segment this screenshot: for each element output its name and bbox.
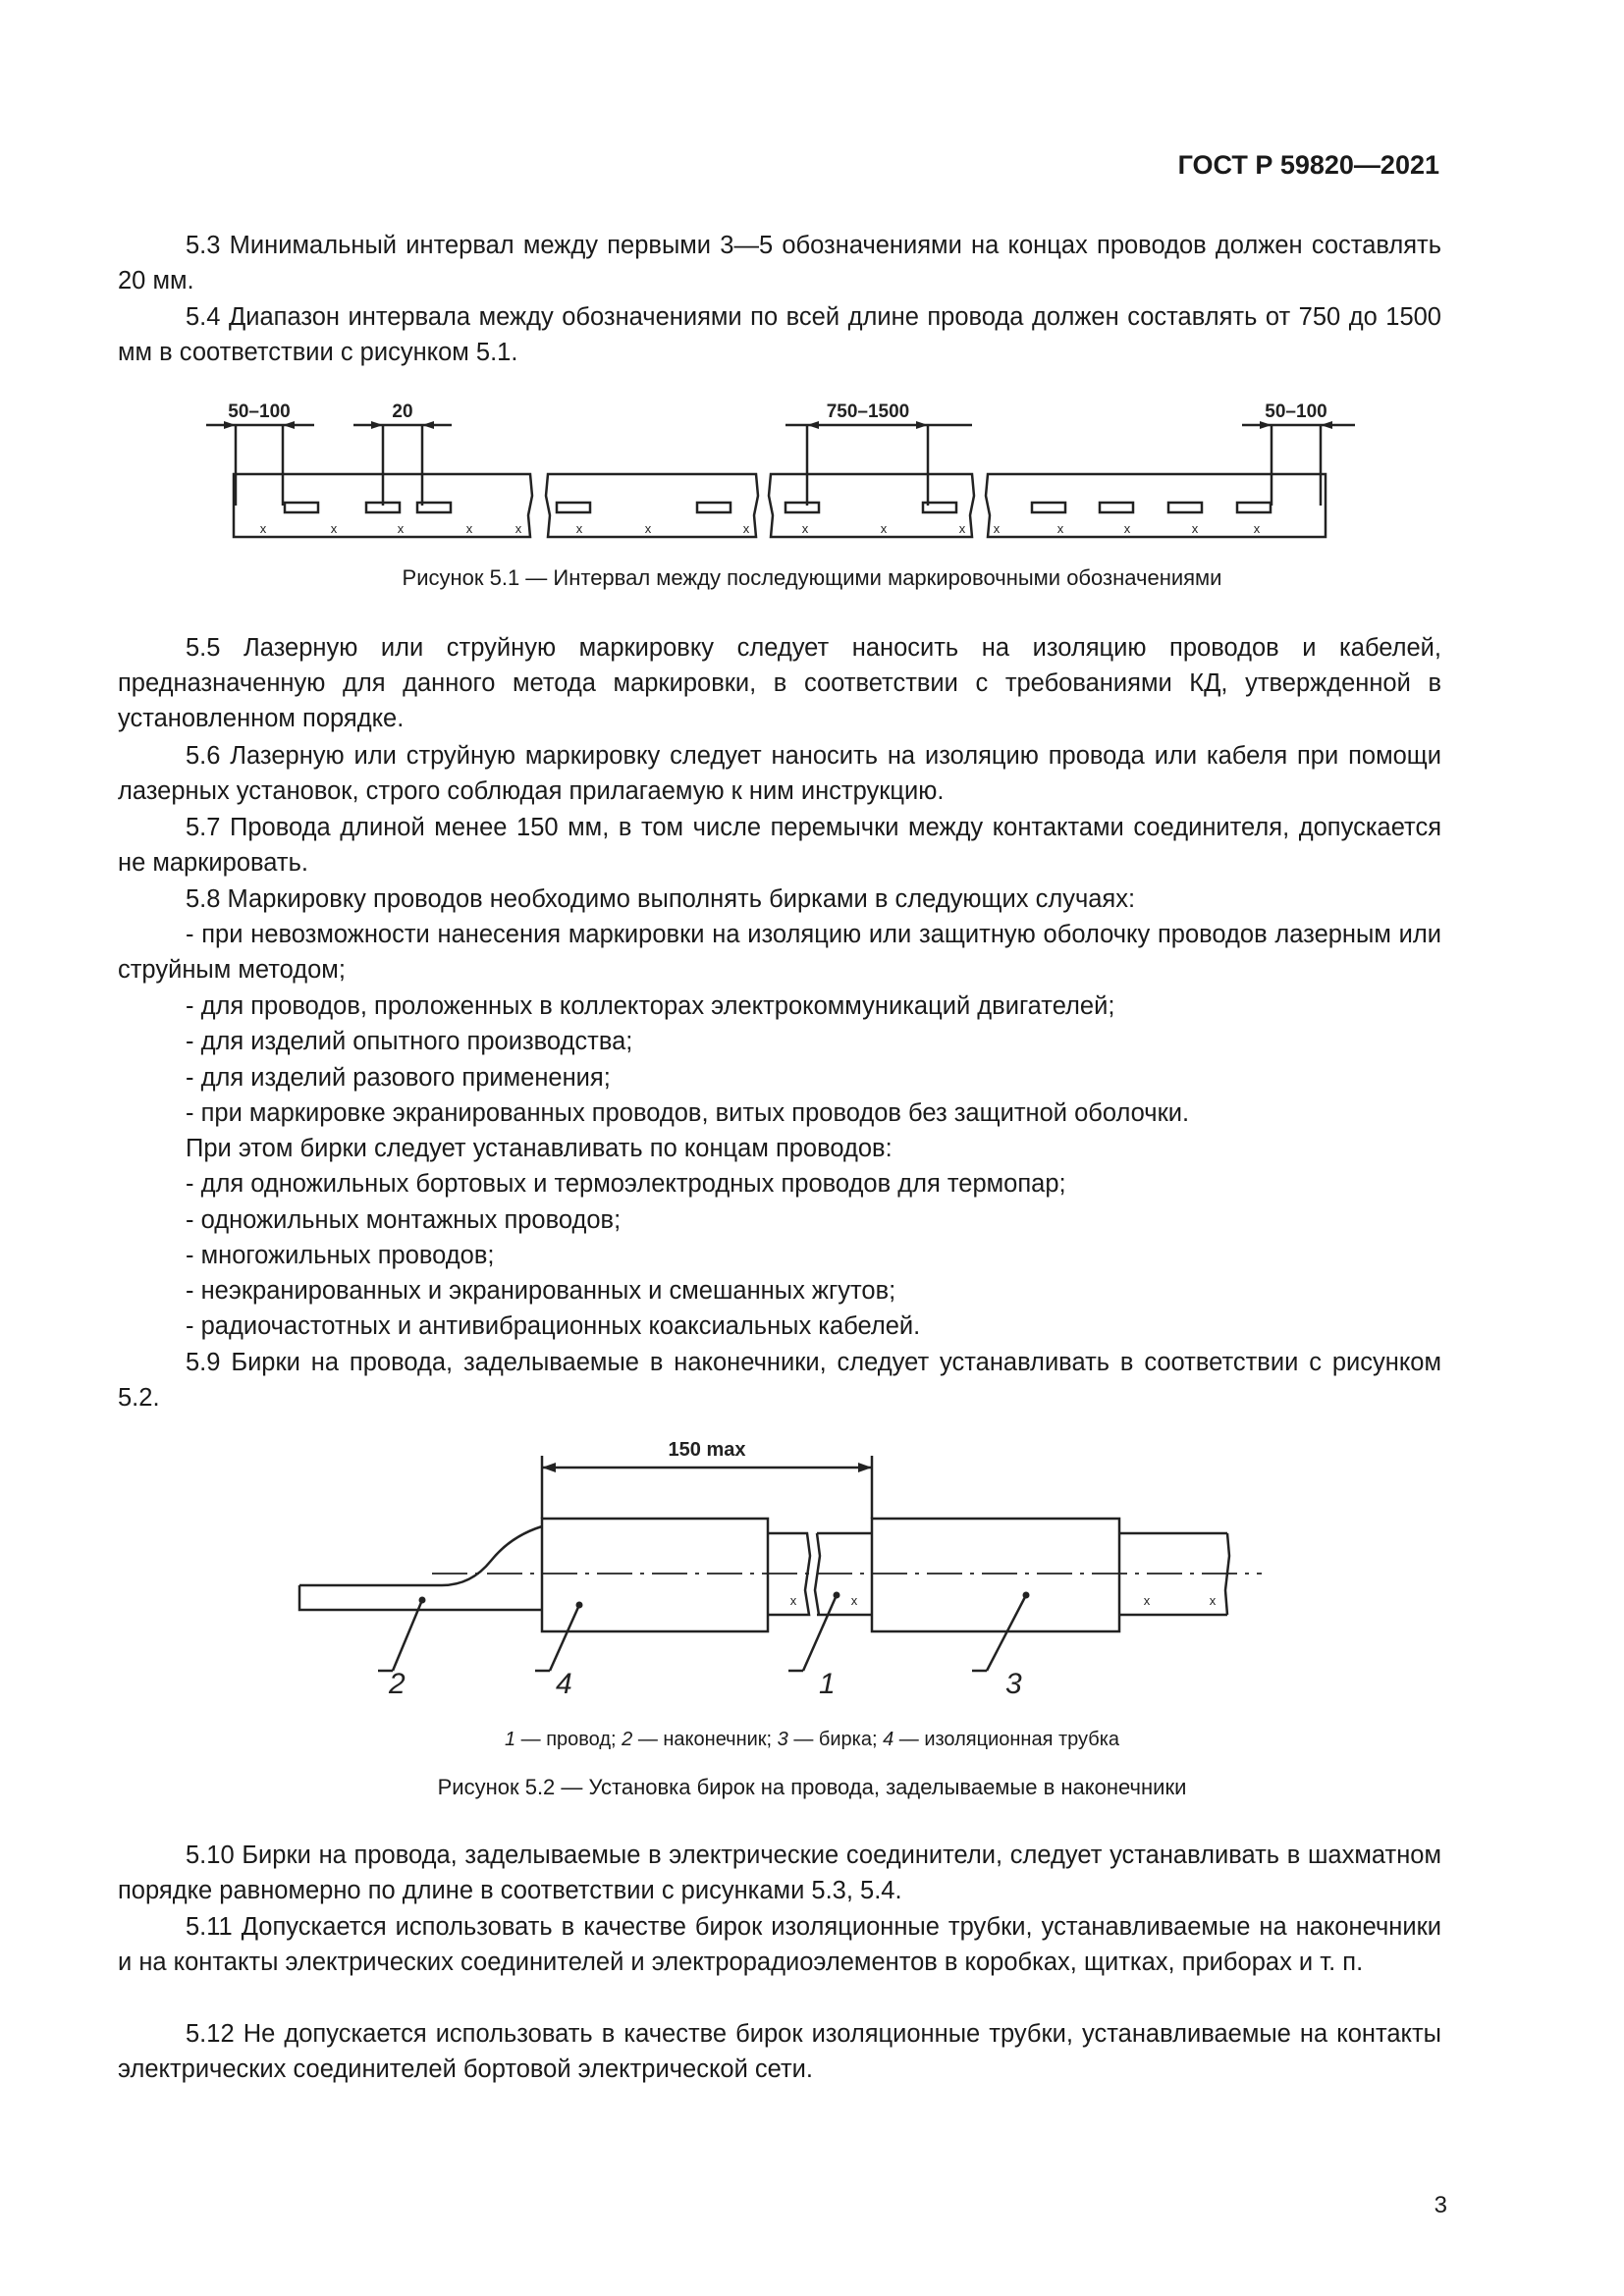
list-intro: При этом бирки следует устанавливать по концам проводов: <box>186 1135 893 1162</box>
mark-x: x <box>259 521 267 536</box>
legend-text: — бирка; <box>787 1729 884 1750</box>
dimension-label-50-100-right: 50–100 <box>1265 401 1327 422</box>
mark-x: x <box>801 521 809 536</box>
paragraph-5-11: 5.11 Допускается использовать в качестве бирок изоляционные трубки, устанавливаемые на наконечники и на контакты электрических соединителей и электрорадиоэлементов в коробках, щитках, приборах и т. п. <box>118 1913 1441 1976</box>
dimension-label-150-max: 150 max <box>668 1439 746 1461</box>
mark-x: x <box>465 521 473 536</box>
list-item: - радиочастотных и антивибрационных коаксиальных кабелей. <box>186 1312 921 1340</box>
mark-x: x <box>514 521 522 536</box>
dimension-label-750-1500: 750–1500 <box>826 401 910 422</box>
list-item: - для одножильных бортовых и термоэлектродных проводов для термопар; <box>186 1170 1066 1198</box>
mark-x: x <box>1253 521 1261 536</box>
callout-4: 4 <box>556 1668 572 1700</box>
paragraph-5-4: 5.4 Диапазон интервала между обозначениями по всей длине провода должен составлять от 750 до 1500 мм в соответствии с рисунком 5.1. <box>118 303 1441 366</box>
legend-num: 4 <box>883 1729 894 1750</box>
legend-text: — наконечник; <box>632 1729 778 1750</box>
mark-x: x <box>789 1593 797 1608</box>
paragraph-5-6: 5.6 Лазерную или струйную маркировку следует наносить на изоляцию провода или кабеля при помощи лазерных установок, строго соблюдая прилагаемую к ним инструкцию. <box>118 742 1441 805</box>
mark-x: x <box>330 521 338 536</box>
mark-x: x <box>1143 1593 1151 1608</box>
mark-x: x <box>1209 1593 1217 1608</box>
paragraph-5-5: 5.5 Лазерную или струйную маркировку следует наносить на изоляцию проводов и кабелей, предназначенную для данного метода маркировки, в соответствии с требованиями КД, утвержденной в установленном порядке. <box>118 634 1441 732</box>
figure-5-2-caption: Рисунок 5.2 — Установка бирок на провода, заделываемые в наконечники <box>437 1775 1187 1799</box>
figure-5-1 <box>0 388 1624 560</box>
list-item: - неэкранированных и экранированных и смешанных жгутов; <box>186 1277 896 1305</box>
callout-3: 3 <box>1005 1668 1022 1700</box>
legend-num: 3 <box>777 1729 788 1750</box>
figure-5-1-caption: Рисунок 5.1 — Интервал между последующими маркировочными обозначениями <box>402 565 1222 590</box>
list-item: - при маркировке экранированных проводов, витых проводов без защитной оболочки. <box>186 1099 1190 1127</box>
paragraph-5-9: 5.9 Бирки на провода, заделываемые в наконечники, следует устанавливать в соответствии с рисунком 5.2. <box>118 1349 1441 1412</box>
mark-x: x <box>993 521 1001 536</box>
mark-x: x <box>575 521 583 536</box>
figure-5-2-legend <box>0 1729 1624 1751</box>
legend-text: — провод; <box>515 1729 623 1750</box>
dimension-label-20: 20 <box>392 401 413 422</box>
mark-x: x <box>850 1593 858 1608</box>
paragraph-5-8: 5.8 Маркировку проводов необходимо выполнять бирками в следующих случаях: <box>186 885 1136 913</box>
list-item: - для изделий опытного производства; <box>186 1028 633 1055</box>
mark-x: x <box>1191 521 1199 536</box>
list-item: - для проводов, проложенных в коллекторах электрокоммуникаций двигателей; <box>186 992 1115 1020</box>
mark-x: x <box>397 521 405 536</box>
paragraph-5-12: 5.12 Не допускается использовать в качестве бирок изоляционные трубки, устанавливаемые на контакты электрических соединителей бортовой электрической сети. <box>118 2020 1441 2083</box>
mark-x: x <box>1056 521 1064 536</box>
legend-num: 1 <box>504 1729 516 1750</box>
list-item: - для изделий разового применения; <box>186 1064 611 1092</box>
mark-x: x <box>958 521 966 536</box>
list-item: - многожильных проводов; <box>186 1242 495 1269</box>
paragraph-5-10: 5.10 Бирки на провода, заделываемые в электрические соединители, следует устанавливать в шахматном порядке равномерно по длине в соответствии с рисунками 5.3, 5.4. <box>118 1842 1441 1904</box>
paragraph-5-7: 5.7 Провода длиной менее 150 мм, в том числе перемычки между контактами соединителя, допускается не маркировать. <box>118 814 1441 877</box>
callout-2: 2 <box>389 1668 406 1700</box>
mark-x: x <box>880 521 888 536</box>
legend-num: 2 <box>622 1729 633 1750</box>
dimension-label-50-100-left: 50–100 <box>228 401 291 422</box>
figure-5-2 <box>0 1428 1624 1713</box>
list-item: - при невозможности нанесения маркировки на изоляцию или защитную оболочку проводов лазерным или струйным методом; <box>118 921 1441 984</box>
page-number: 3 <box>1434 2192 1447 2218</box>
legend-text: — изоляционная трубка <box>893 1729 1120 1750</box>
document-code: ГОСТ Р 59820—2021 <box>1177 150 1439 180</box>
paragraph-5-3: 5.3 Минимальный интервал между первыми 3—5 обозначениями на концах проводов должен составлять 20 мм. <box>118 232 1441 294</box>
mark-x: x <box>644 521 652 536</box>
list-item: - одножильных монтажных проводов; <box>186 1206 622 1234</box>
mark-x: x <box>742 521 750 536</box>
callout-1: 1 <box>819 1668 836 1700</box>
mark-x: x <box>1123 521 1131 536</box>
